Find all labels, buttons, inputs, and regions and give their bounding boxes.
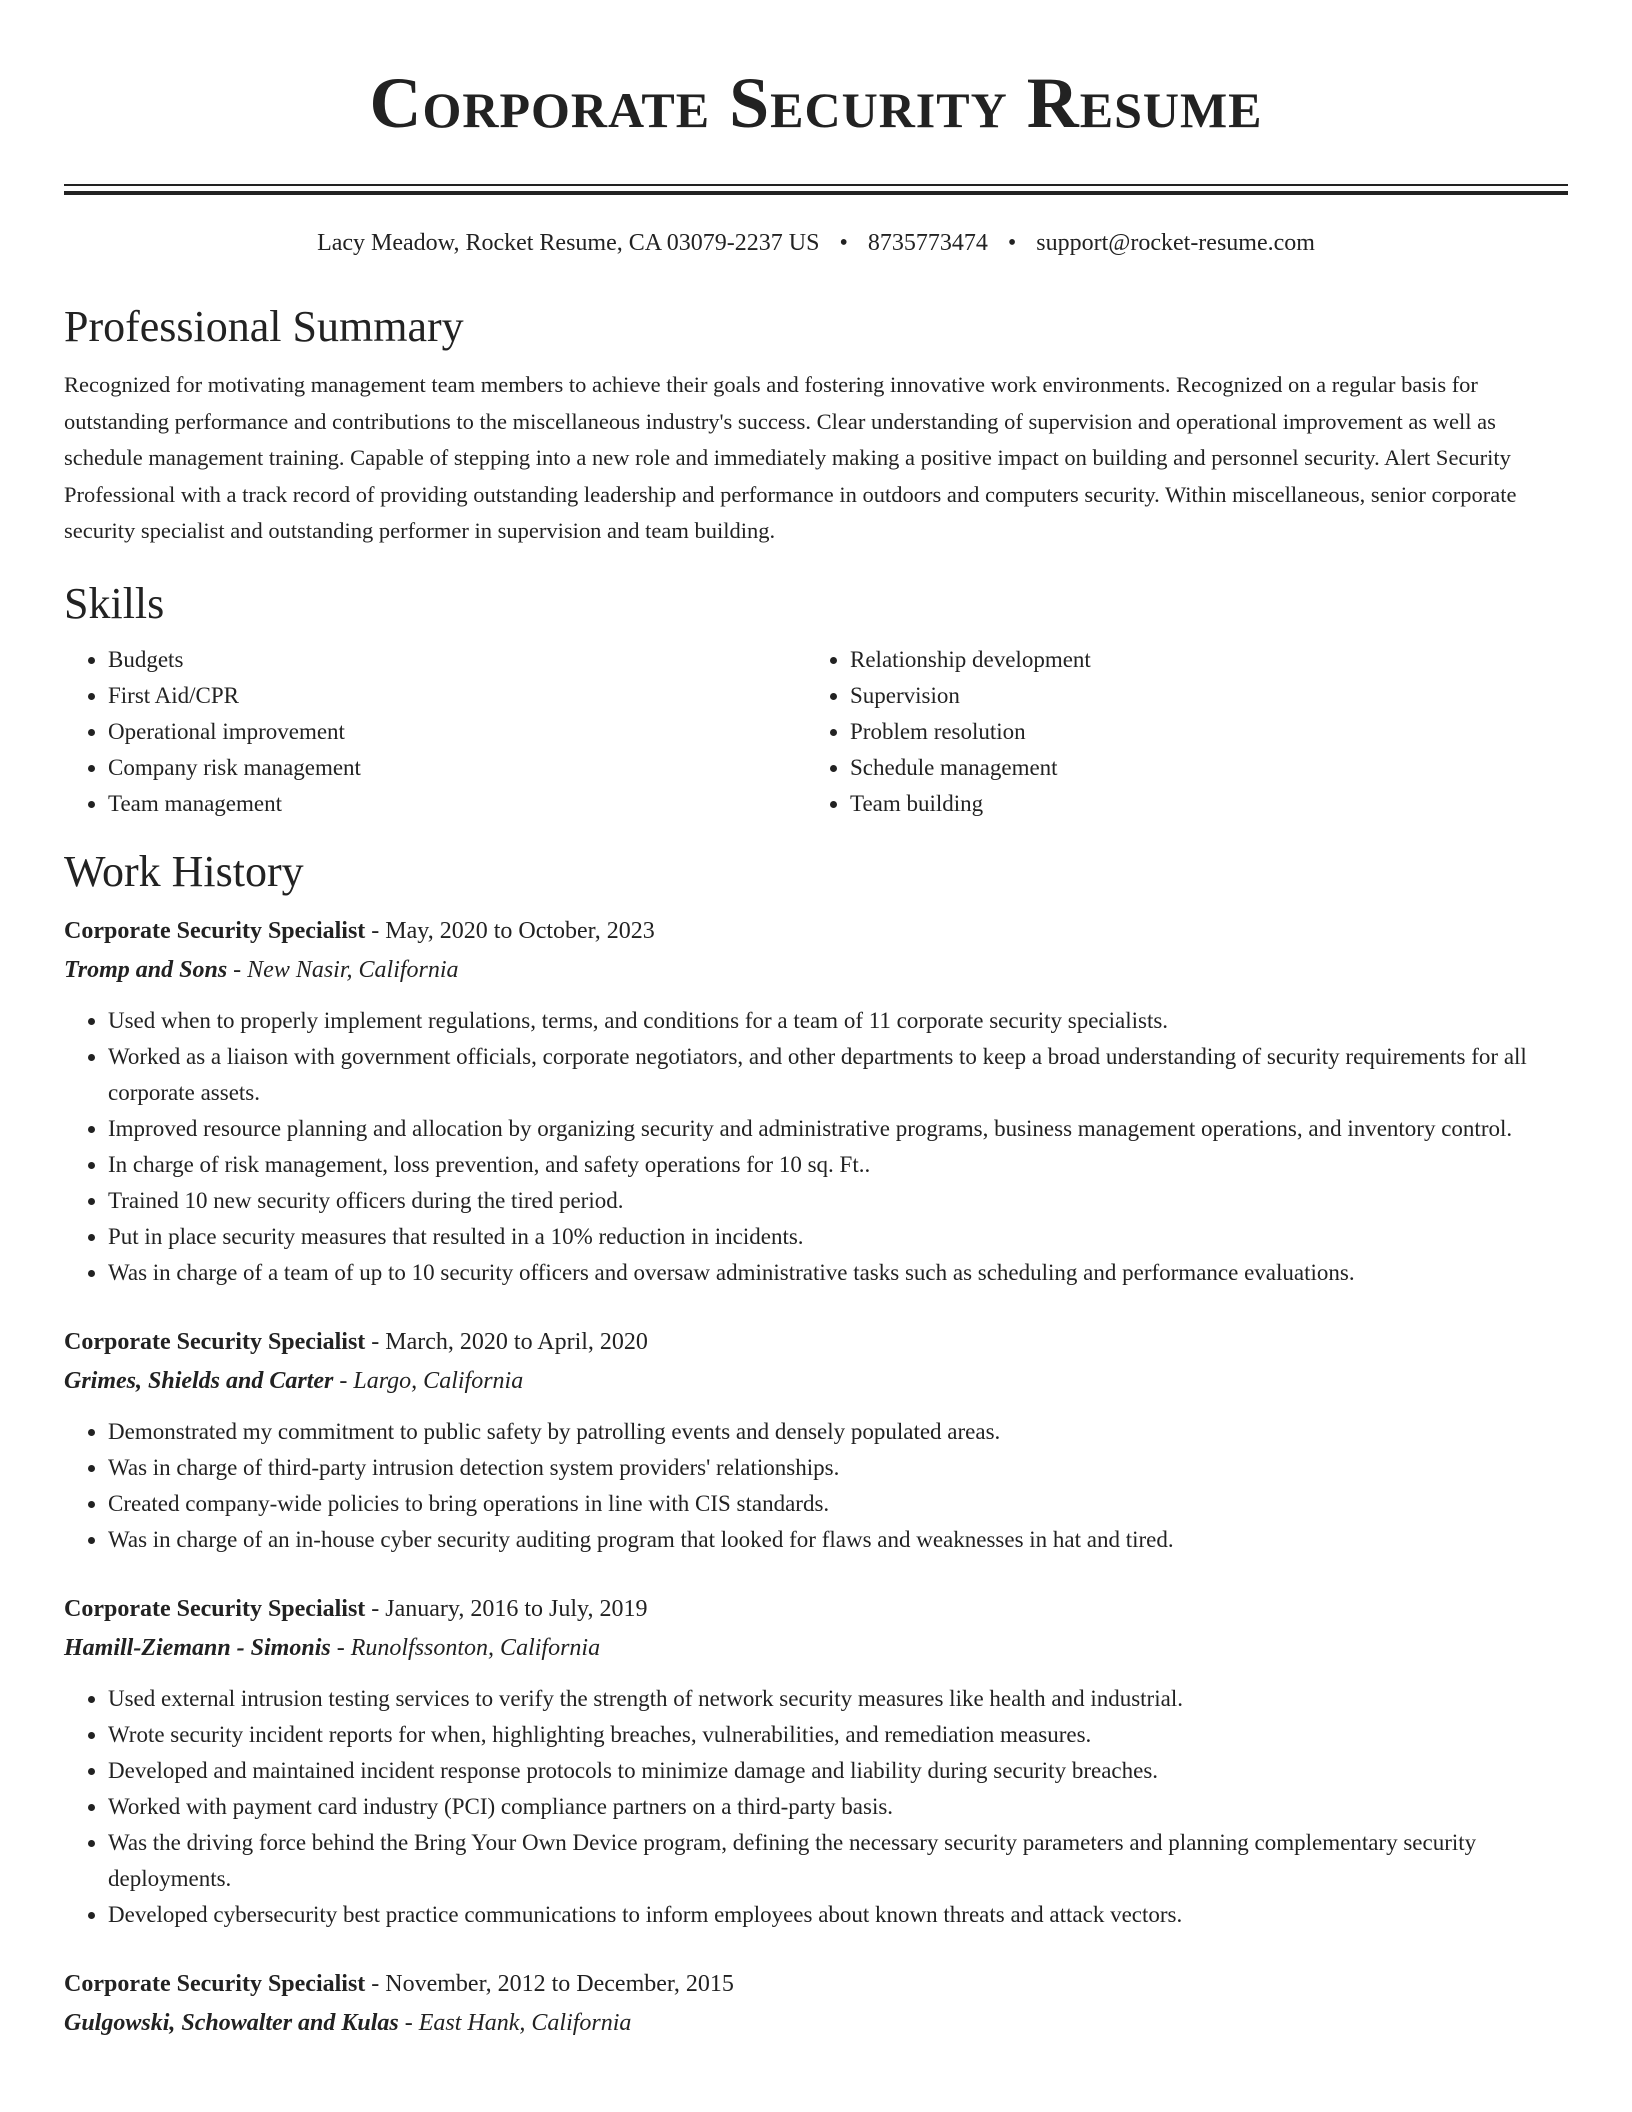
contact-phone: 8735773474 (867, 230, 988, 256)
job-header (64, 914, 1568, 948)
job-entry (64, 1592, 1568, 1933)
job-header (64, 1592, 1568, 1626)
skills-column-left (64, 642, 806, 822)
job-duty: • Was in charge of a team of up to 10 security officers and oversaw administrative tasks such as scheduling and performance evaluations. (108, 1255, 1568, 1291)
skill-item: • Budgets (108, 642, 806, 678)
job-duty: • Improved resource planning and allocation by organizing security and administrative programs, business management operations, and inventory control. (108, 1111, 1568, 1147)
job-entry (64, 1325, 1568, 1558)
skills-heading: Skills (64, 578, 165, 628)
job-duty: • Created company-wide policies to bring operations in line with CIS standards. (108, 1486, 1568, 1522)
job-duty: • Demonstrated my commitment to public safety by patrolling events and densely populated areas. (108, 1414, 1568, 1450)
job-employer (64, 953, 1568, 987)
job-duties (64, 1414, 1568, 1558)
job-duty: • In charge of risk management, loss prevention, and safety operations for 10 sq. Ft.. (108, 1147, 1568, 1183)
job-duty: • Used external intrusion testing services to verify the strength of network security measures like health and industrial. (108, 1681, 1568, 1717)
resume-title: Corporate Security Resume (369, 63, 1263, 143)
job-duty: • Worked as a liaison with government officials, corporate negotiators, and other departments to keep a broad understanding of security requirements for all corporate assets. (108, 1039, 1568, 1111)
job-title: Corporate Security Specialist (64, 1328, 366, 1355)
skills-list (64, 642, 1568, 822)
job-header (64, 1325, 1568, 1359)
skill-item: • Operational improvement (108, 714, 806, 750)
summary-heading: Professional Summary (64, 302, 464, 351)
title-divider-thin (64, 184, 1568, 186)
job-entry (64, 1967, 1568, 2040)
skill-item: • Problem resolution (850, 714, 1548, 750)
job-location: - Runolfssonton, California (330, 1634, 601, 1661)
job-duties (64, 1681, 1568, 1933)
job-duty: • Was in charge of an in-house cyber security auditing program that looked for flaws and weaknesses in hat and tired. (108, 1522, 1568, 1558)
job-title: Corporate Security Specialist (64, 1595, 366, 1622)
job-location: - New Nasir, California (227, 956, 459, 983)
job-entry (64, 914, 1568, 1291)
contact-separator: • (839, 230, 848, 256)
job-company: Tromp and Sons (64, 956, 228, 983)
job-dates: - November, 2012 to December, 2015 (365, 1970, 734, 1997)
job-employer (64, 2006, 1568, 2040)
job-location: - Largo, California (333, 1367, 524, 1394)
contact-email: support@rocket-resume.com (1036, 230, 1315, 256)
job-employer (64, 1364, 1568, 1398)
job-title: Corporate Security Specialist (64, 917, 366, 944)
job-title: Corporate Security Specialist (64, 1970, 366, 1997)
skill-item: • First Aid/CPR (108, 678, 806, 714)
skill-item: • Company risk management (108, 750, 806, 786)
skill-item: • Relationship development (850, 642, 1548, 678)
skills-column-right (806, 642, 1548, 822)
skill-item: • Supervision (850, 678, 1548, 714)
job-duties (64, 1003, 1568, 1291)
job-duty: • Developed cybersecurity best practice communications to inform employees about known threats and attack vectors. (108, 1897, 1568, 1933)
job-duty: • Worked with payment card industry (PCI) compliance partners on a third-party basis. (108, 1789, 1568, 1825)
skill-item: • Schedule management (850, 750, 1548, 786)
contact-separator: • (1007, 230, 1017, 256)
summary-text: Recognized for motivating management team members to achieve their goals and fostering innovative work environments. Recognized on a regular basis for outstanding performance and contributions to the miscellaneous industry's success. Clear understanding of supervision and operational improvement as well as schedule management training. Capable of stepping into a new role and immediately making a positive impact on building and personnel security. Alert Security Professional with a track record of providing outstanding leadership and performance in outdoors and computers security. Within miscellaneous, senior corporate security specialist and outstanding performer in supervision and team building. (64, 372, 1517, 543)
job-duty: • Used when to properly implement regulations, terms, and conditions for a team of 11 corporate security specialists. (108, 1003, 1568, 1039)
job-dates: - March, 2020 to April, 2020 (365, 1328, 648, 1355)
skill-item: • Team building (850, 786, 1548, 822)
job-dates: - May, 2020 to October, 2023 (365, 917, 655, 944)
contact-line (64, 227, 1568, 259)
contact-address: Lacy Meadow, Rocket Resume, CA 03079-2237 US (317, 230, 820, 256)
job-duty: • Was the driving force behind the Bring Your Own Device program, defining the necessary security parameters and planning complementary security deployments. (108, 1825, 1568, 1897)
job-employer (64, 1631, 1568, 1665)
job-dates: - January, 2016 to July, 2019 (365, 1595, 648, 1622)
job-duty: • Wrote security incident reports for when, highlighting breaches, vulnerabilities, and remediation measures. (108, 1717, 1568, 1753)
job-company: Grimes, Shields and Carter (64, 1367, 334, 1394)
job-company: Gulgowski, Schowalter and Kulas (64, 2009, 399, 2036)
job-duty: • Put in place security measures that resulted in a 10% reduction in incidents. (108, 1219, 1568, 1255)
job-header (64, 1967, 1568, 2001)
job-duty: • Was in charge of third-party intrusion detection system providers' relationships. (108, 1450, 1568, 1486)
job-duty: • Developed and maintained incident response protocols to minimize damage and liability during security breaches. (108, 1753, 1568, 1789)
work-history-heading: Work History (64, 846, 304, 896)
skill-item: • Team management (108, 786, 806, 822)
title-divider-thick (64, 191, 1568, 195)
job-duty: • Trained 10 new security officers during the tired period. (108, 1183, 1568, 1219)
job-location: - East Hank, California (398, 2009, 632, 2036)
job-company: Hamill-Ziemann - Simonis (64, 1634, 331, 1661)
